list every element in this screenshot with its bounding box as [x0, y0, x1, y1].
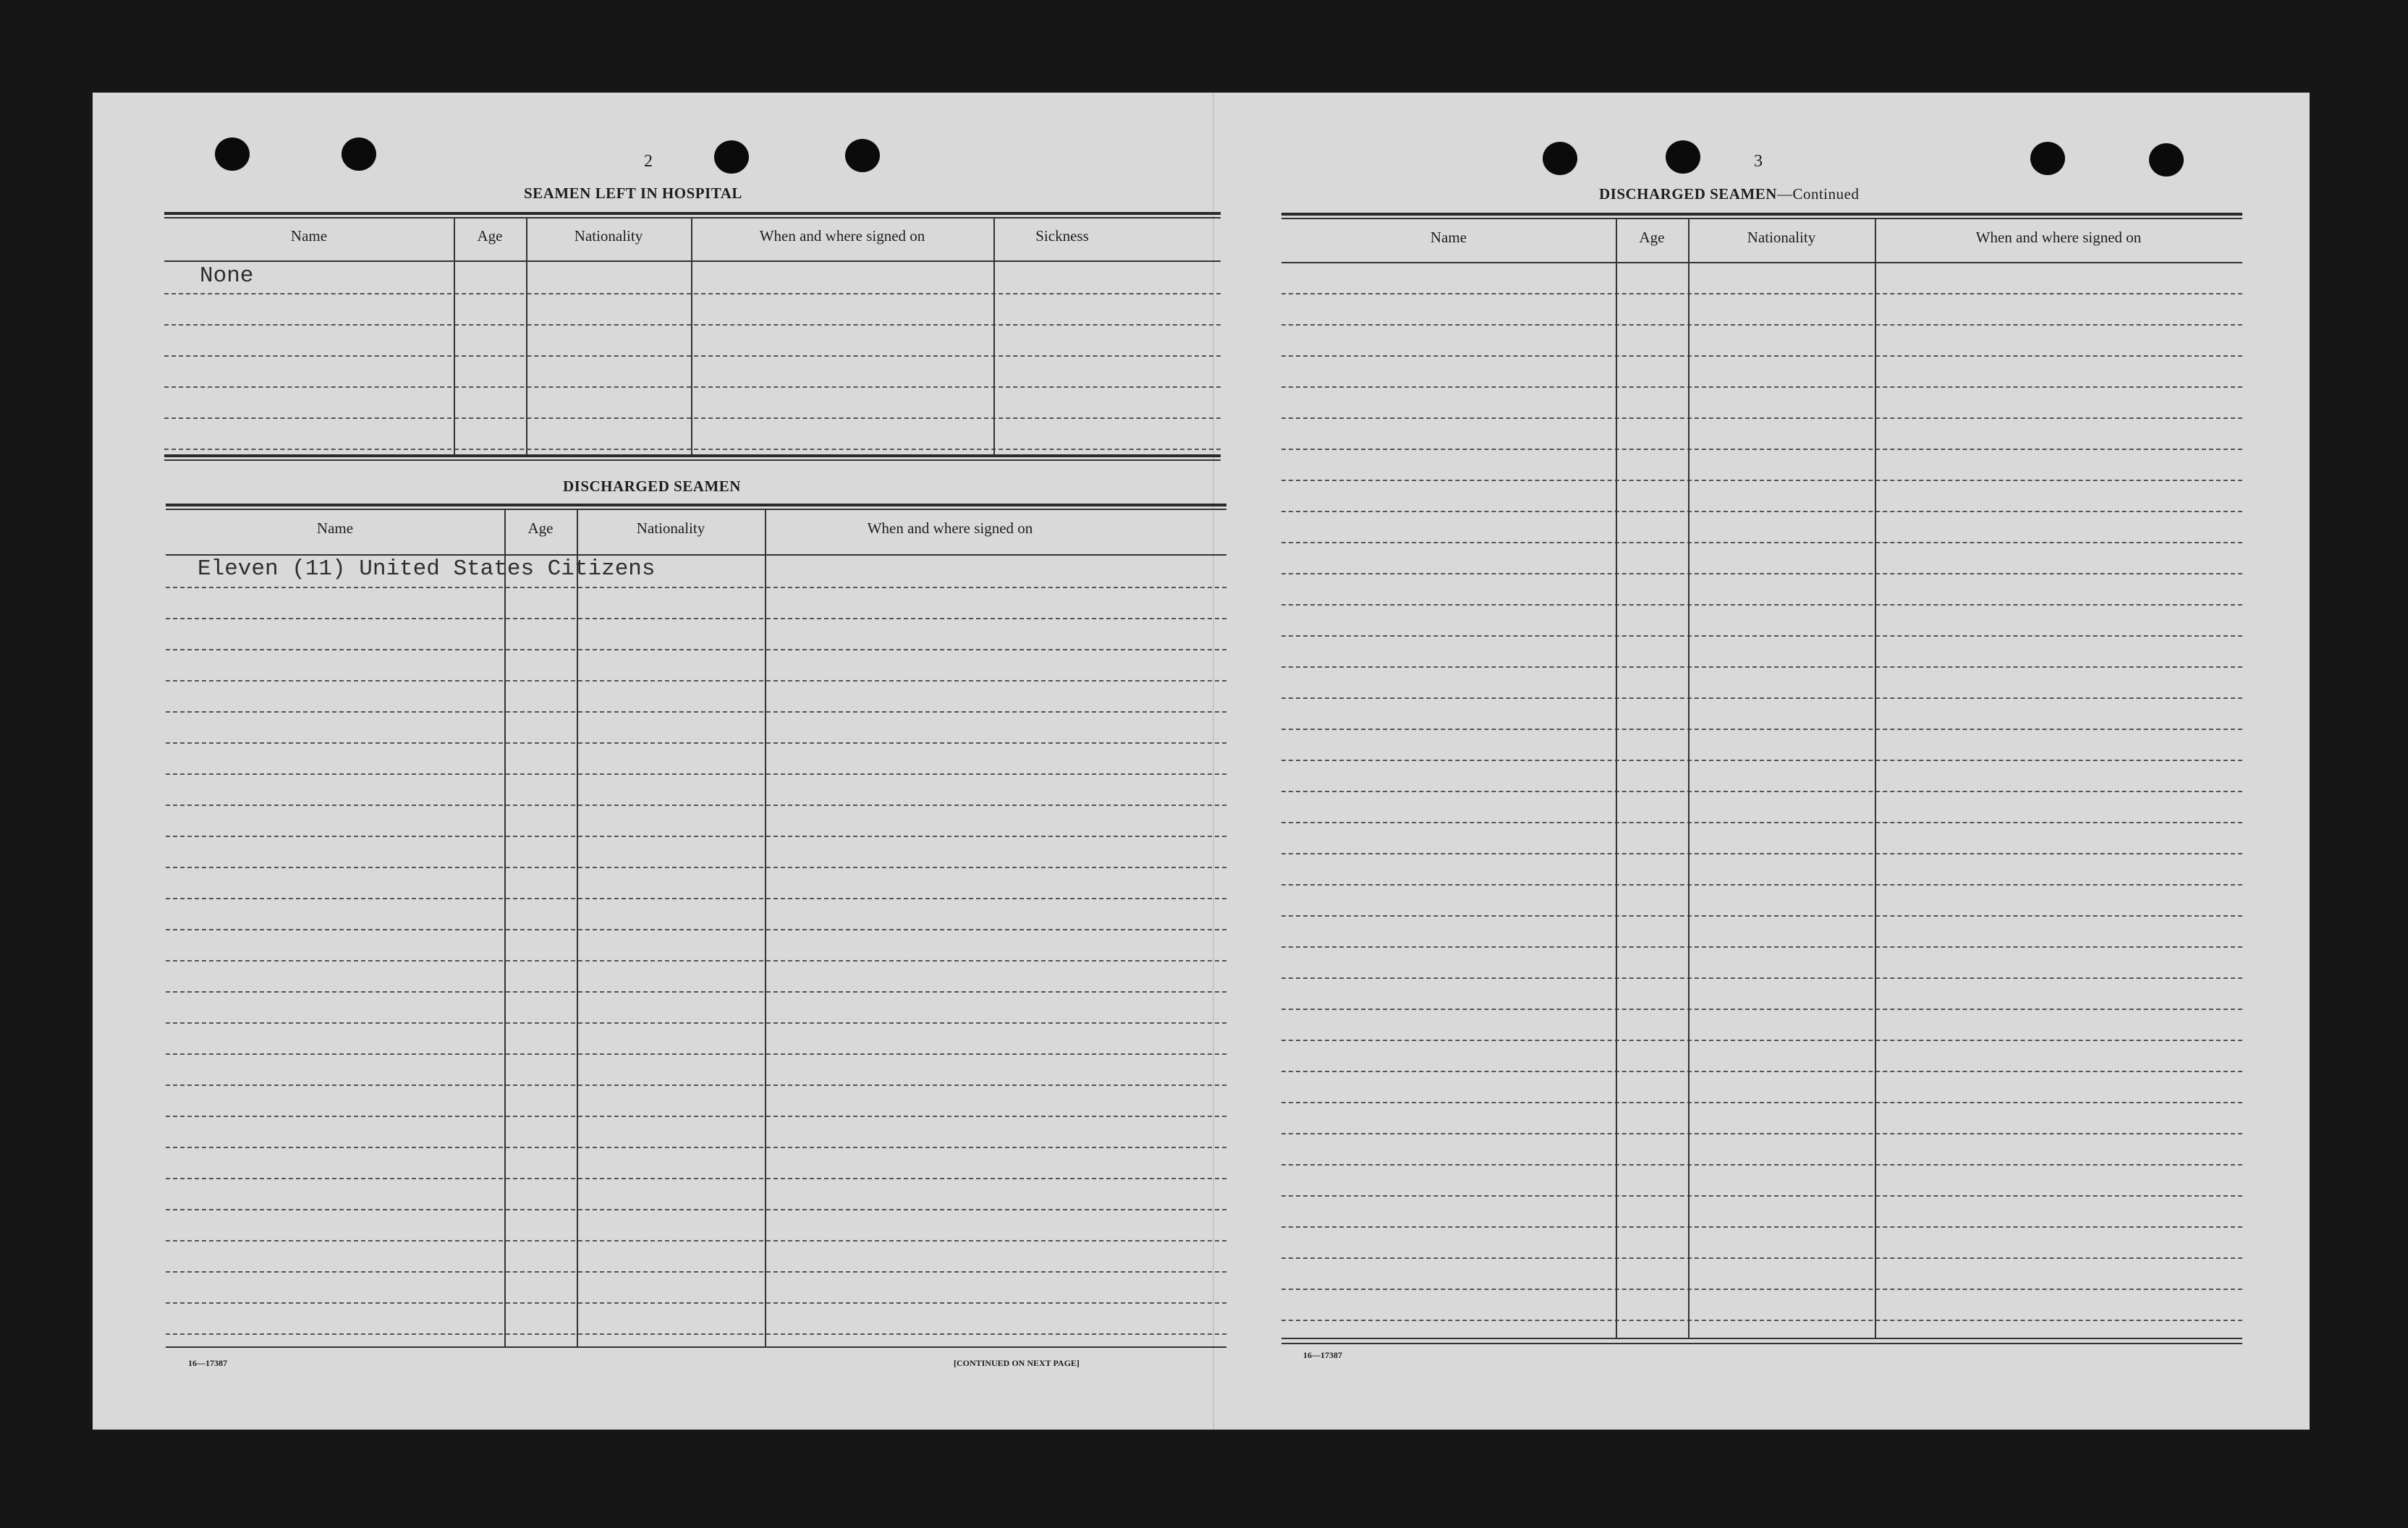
row-line — [1281, 542, 2242, 543]
row-line — [166, 1116, 1226, 1117]
row-line — [1281, 1071, 2242, 1072]
punch-hole — [714, 140, 749, 174]
punch-hole — [2030, 142, 2065, 175]
table-rule — [164, 454, 1221, 457]
column-header-nationality: Nationality — [574, 227, 643, 245]
row-line — [1281, 666, 2242, 668]
row-line — [1281, 635, 2242, 637]
row-line — [166, 1209, 1226, 1210]
table-rule — [164, 212, 1221, 215]
header-rule — [164, 260, 1221, 262]
row-line — [1281, 1320, 2242, 1321]
column-header-age: Age — [1639, 229, 1665, 246]
row-line — [1281, 946, 2242, 948]
punch-hole — [215, 137, 250, 171]
row-line — [1281, 417, 2242, 419]
row-line — [166, 649, 1226, 650]
row-line — [166, 1333, 1226, 1335]
punch-hole — [845, 139, 880, 172]
column-divider — [691, 217, 692, 454]
continued-note: [CONTINUED ON NEXT PAGE] — [954, 1358, 1080, 1368]
row-line — [1281, 1226, 2242, 1228]
row-line — [1281, 1289, 2242, 1290]
column-header-signed-on: When and where signed on — [867, 519, 1033, 537]
row-line — [166, 680, 1226, 682]
punch-hole — [342, 137, 376, 171]
row-line — [166, 1302, 1226, 1304]
column-divider — [504, 509, 506, 1348]
row-line — [166, 1178, 1226, 1179]
row-line — [164, 449, 1221, 450]
row-line — [166, 742, 1226, 744]
row-line — [166, 805, 1226, 806]
discharged-continued-title-main: DISCHARGED SEAMEN — [1599, 185, 1777, 203]
column-header-sickness: Sickness — [1035, 227, 1089, 245]
row-line — [1281, 884, 2242, 886]
column-divider — [1688, 218, 1690, 1338]
row-line — [1281, 791, 2242, 792]
row-line — [1281, 1009, 2242, 1010]
row-line — [1281, 1257, 2242, 1259]
row-line — [1281, 1195, 2242, 1197]
column-header-signed-on: When and where signed on — [1975, 229, 2142, 246]
column-header-age: Age — [477, 227, 503, 245]
column-divider — [1875, 218, 1876, 1338]
row-line — [166, 867, 1226, 868]
column-header-nationality: Nationality — [636, 519, 705, 537]
column-header-signed-on: When and where signed on — [759, 227, 925, 245]
discharged-continued-title — [1599, 185, 1859, 203]
row-line — [1281, 293, 2242, 294]
table-rule — [166, 509, 1226, 510]
column-divider — [526, 217, 527, 454]
column-header-name: Name — [316, 519, 354, 537]
row-line — [166, 587, 1226, 588]
column-divider — [1616, 218, 1617, 1338]
row-line — [1281, 604, 2242, 606]
row-line — [166, 1085, 1226, 1086]
page-number-left: 2 — [644, 152, 653, 171]
page-number-right: 3 — [1754, 152, 1763, 171]
row-line — [1281, 324, 2242, 326]
row-line — [1281, 573, 2242, 574]
column-divider — [454, 217, 455, 454]
row-line — [1281, 1040, 2242, 1041]
punch-hole — [1666, 140, 1700, 174]
discharged-section-title: DISCHARGED SEAMEN — [563, 478, 741, 495]
form-number-right: 16—17387 — [1303, 1350, 1342, 1360]
punch-hole — [2149, 143, 2184, 177]
table-rule — [1281, 218, 2242, 219]
row-line — [166, 1053, 1226, 1055]
column-divider — [765, 509, 766, 1348]
row-line — [166, 1022, 1226, 1024]
row-line — [1281, 386, 2242, 388]
row-line — [166, 1147, 1226, 1148]
row-line — [166, 1240, 1226, 1242]
header-rule — [166, 554, 1226, 556]
row-line — [166, 836, 1226, 837]
row-line — [1281, 977, 2242, 979]
column-header-nationality: Nationality — [1747, 229, 1816, 246]
row-line — [1281, 480, 2242, 481]
table-rule — [166, 504, 1226, 506]
row-line — [164, 293, 1221, 294]
row-line — [1281, 760, 2242, 761]
table-rule — [164, 217, 1221, 218]
document-sheet — [93, 93, 2310, 1430]
row-line — [166, 898, 1226, 899]
row-line — [1281, 1133, 2242, 1134]
column-divider — [993, 217, 995, 454]
table-rule — [1281, 213, 2242, 216]
row-line — [166, 618, 1226, 619]
row-line — [1281, 822, 2242, 823]
table-rule — [166, 1346, 1226, 1348]
row-line — [166, 960, 1226, 962]
row-line — [164, 386, 1221, 388]
table-rule — [1281, 1343, 2242, 1344]
row-line — [1281, 1102, 2242, 1103]
column-header-age: Age — [527, 519, 554, 537]
column-header-name: Name — [1430, 229, 1467, 246]
punch-hole — [1543, 142, 1577, 175]
header-rule — [1281, 262, 2242, 263]
table-rule — [1281, 1338, 2242, 1339]
row-line — [1281, 729, 2242, 730]
hospital-entry-text: None — [200, 263, 254, 289]
row-line — [164, 355, 1221, 357]
column-header-name: Name — [290, 227, 328, 245]
discharged-continued-title-suffix: —Continued — [1776, 185, 1860, 203]
row-line — [164, 324, 1221, 326]
row-line — [166, 991, 1226, 993]
form-number-left: 16—17387 — [188, 1358, 227, 1368]
row-line — [1281, 1164, 2242, 1166]
row-line — [164, 417, 1221, 419]
table-rule — [164, 459, 1221, 461]
row-line — [166, 773, 1226, 775]
row-line — [166, 1271, 1226, 1273]
row-line — [1281, 355, 2242, 357]
column-divider — [577, 509, 578, 1348]
row-line — [1281, 697, 2242, 699]
discharged-entry-text: Eleven (11) United States Citizens — [198, 556, 656, 582]
hospital-section-title: SEAMEN LEFT IN HOSPITAL — [524, 184, 742, 202]
row-line — [166, 929, 1226, 930]
row-line — [1281, 449, 2242, 450]
row-line — [1281, 915, 2242, 917]
row-line — [1281, 511, 2242, 512]
row-line — [166, 711, 1226, 713]
row-line — [1281, 853, 2242, 854]
